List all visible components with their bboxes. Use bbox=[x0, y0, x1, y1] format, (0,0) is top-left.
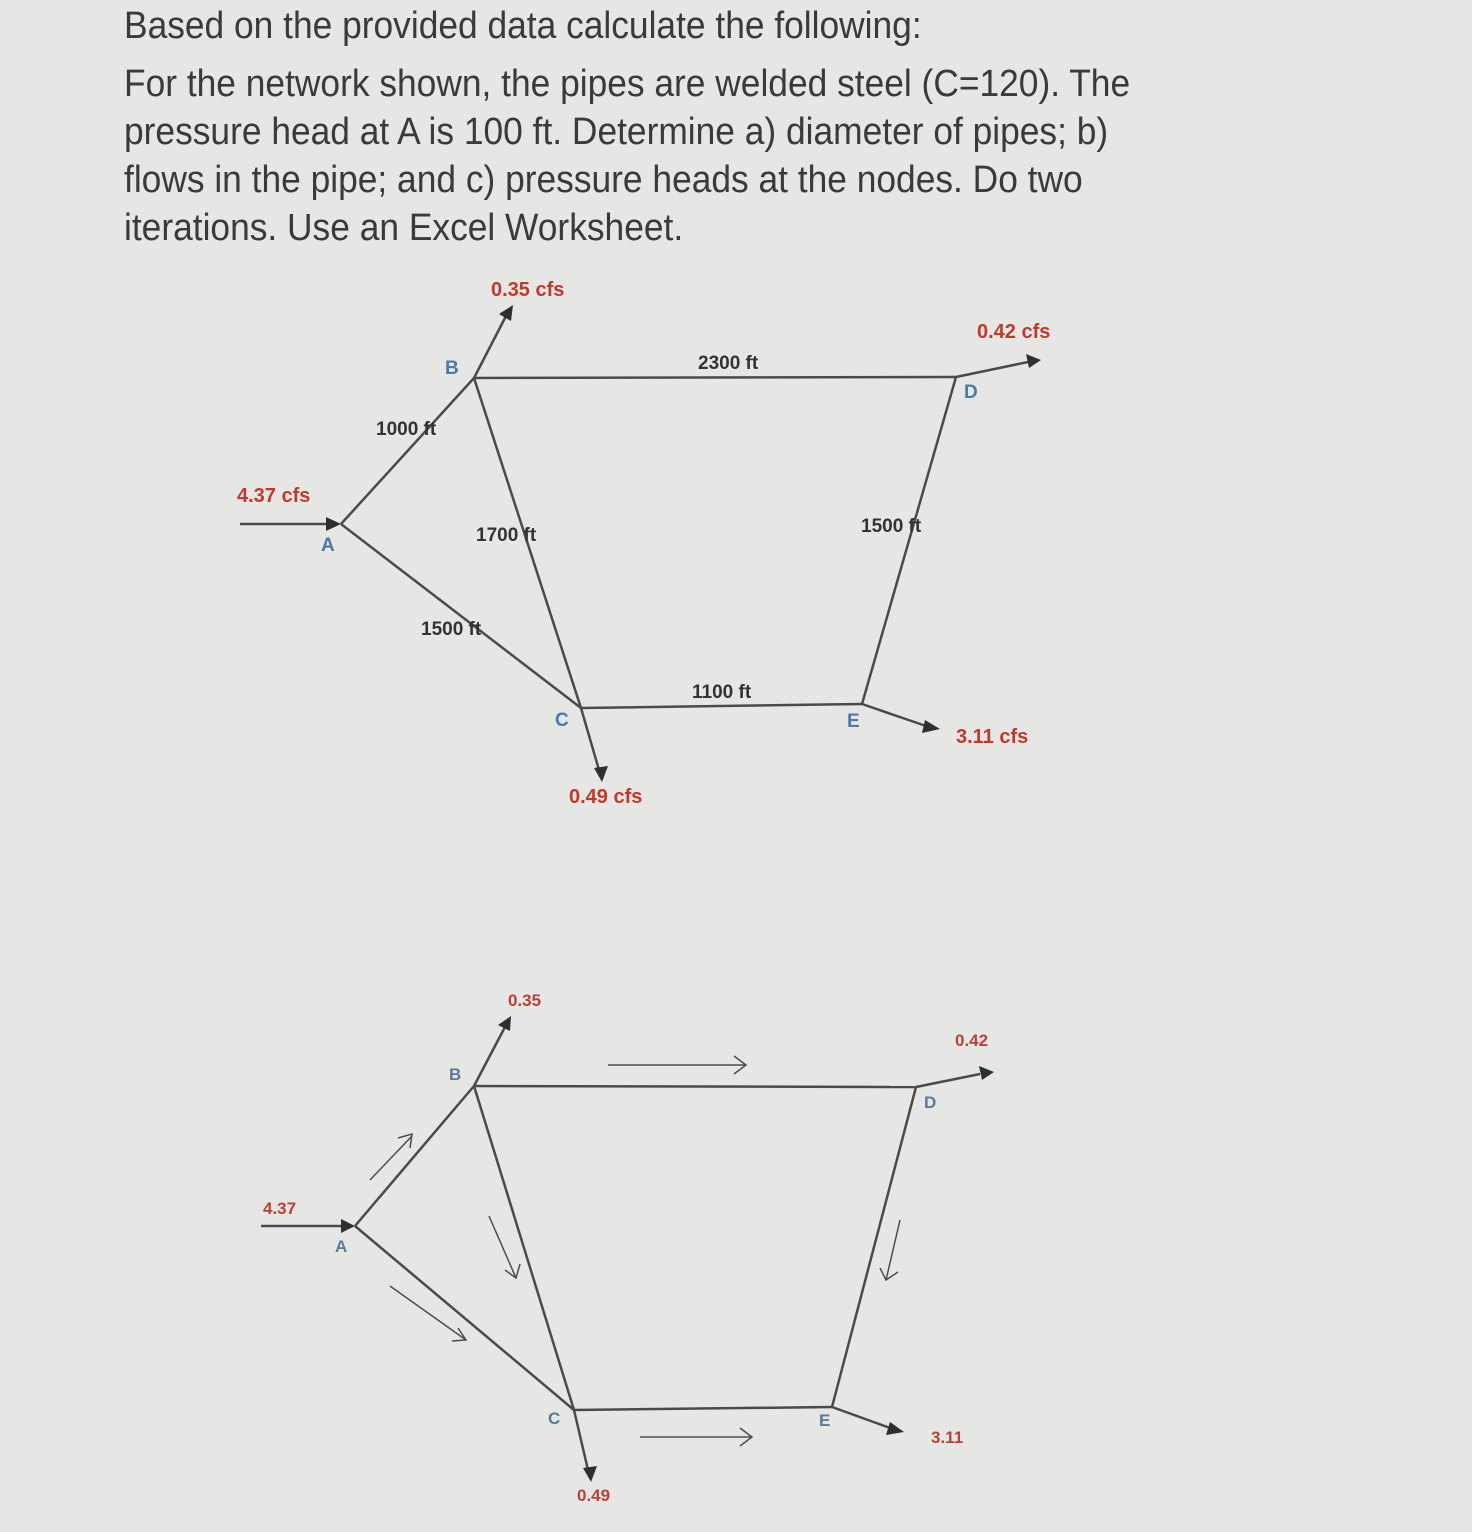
pipe-bc-2 bbox=[474, 1086, 574, 1410]
flow-label-e-2: 3.11 bbox=[931, 1428, 964, 1447]
node-label-d: D bbox=[964, 382, 978, 403]
flow-direction-arrow-bd bbox=[608, 1056, 746, 1074]
outflow-c-arrowhead-2 bbox=[583, 1466, 597, 1482]
inflow-a-arrowhead-2 bbox=[341, 1219, 355, 1233]
pipe-ab bbox=[341, 378, 474, 524]
problem-body: For the network shown, the pipes are welded steel (C=120). The pressure head at A is 100 ft. Determine a) diameter of pipes; b) flows in the pipe; and c) pressure heads at the nodes. Do two iterations. Use an Excel Worksheet. bbox=[124, 63, 1131, 249]
pipe-bd-2 bbox=[474, 1086, 916, 1087]
flow-label-c: 0.49 cfs bbox=[569, 786, 643, 808]
node-label-b: B bbox=[445, 358, 459, 379]
problem-intro: Based on the provided data calculate the following: bbox=[124, 5, 922, 47]
network-diagram-flow-directions bbox=[261, 991, 994, 1505]
flow-direction-arrow-ac bbox=[390, 1286, 466, 1341]
flow-direction-arrow-bc bbox=[489, 1216, 520, 1278]
outflow-c-arrowhead bbox=[594, 766, 608, 782]
pipe-ce bbox=[581, 704, 862, 708]
outflow-e-line-2 bbox=[832, 1407, 890, 1428]
node-label-d-2: D bbox=[924, 1093, 937, 1112]
outflow-e-line bbox=[862, 704, 926, 726]
length-label-bd: 2300 ft bbox=[698, 353, 759, 374]
outflow-d-line bbox=[956, 362, 1028, 377]
node-label-c-2: C bbox=[548, 1409, 561, 1428]
network-diagram-labeled bbox=[237, 279, 1050, 808]
inflow-a-arrowhead bbox=[326, 517, 341, 531]
flow-label-d: 0.42 cfs bbox=[977, 321, 1051, 343]
outflow-d-arrowhead bbox=[1026, 354, 1041, 368]
flow-label-c-2: 0.49 bbox=[577, 1486, 611, 1505]
outflow-b-line bbox=[474, 316, 506, 378]
outflow-b-line-2 bbox=[474, 1027, 505, 1086]
pipe-ac bbox=[341, 524, 581, 708]
flow-direction-arrow-ce bbox=[640, 1428, 752, 1446]
pipe-de-2 bbox=[832, 1087, 916, 1407]
node-label-c: C bbox=[555, 710, 569, 731]
outflow-c-line-2 bbox=[574, 1410, 588, 1470]
flow-direction-arrow-de bbox=[880, 1220, 900, 1280]
length-label-ac: 1500 ft bbox=[421, 619, 482, 640]
pipe-ac-2 bbox=[355, 1226, 574, 1410]
length-label-ab: 1000 ft bbox=[376, 419, 437, 440]
pipe-bd bbox=[474, 377, 956, 378]
flow-label-e: 3.11 cfs bbox=[956, 726, 1029, 748]
outflow-c-line bbox=[581, 708, 599, 770]
length-label-de: 1500 ft bbox=[861, 516, 922, 537]
node-label-e-2: E bbox=[819, 1411, 831, 1430]
pipe-ab-2 bbox=[355, 1086, 474, 1226]
pipe-de bbox=[862, 377, 956, 704]
pipe-ce-2 bbox=[574, 1407, 832, 1410]
flow-label-d-2: 0.42 bbox=[955, 1031, 989, 1050]
flow-label-a: 4.37 cfs bbox=[237, 485, 311, 507]
flow-label-a-2: 4.37 bbox=[263, 1199, 297, 1218]
outflow-d-arrowhead-2 bbox=[979, 1066, 994, 1080]
outflow-e-arrowhead-2 bbox=[886, 1422, 904, 1435]
length-label-bc: 1700 ft bbox=[476, 525, 537, 546]
node-label-a-2: A bbox=[335, 1237, 348, 1256]
node-label-a: A bbox=[321, 535, 335, 556]
flow-label-b: 0.35 cfs bbox=[491, 279, 565, 301]
length-label-ce: 1100 ft bbox=[692, 682, 752, 703]
flow-direction-arrow-ab bbox=[370, 1134, 412, 1180]
node-label-e: E bbox=[847, 711, 860, 732]
outflow-d-line-2 bbox=[916, 1074, 980, 1087]
outflow-e-arrowhead bbox=[922, 720, 940, 733]
node-label-b-2: B bbox=[449, 1065, 462, 1084]
flow-label-b-2: 0.35 bbox=[508, 991, 542, 1010]
